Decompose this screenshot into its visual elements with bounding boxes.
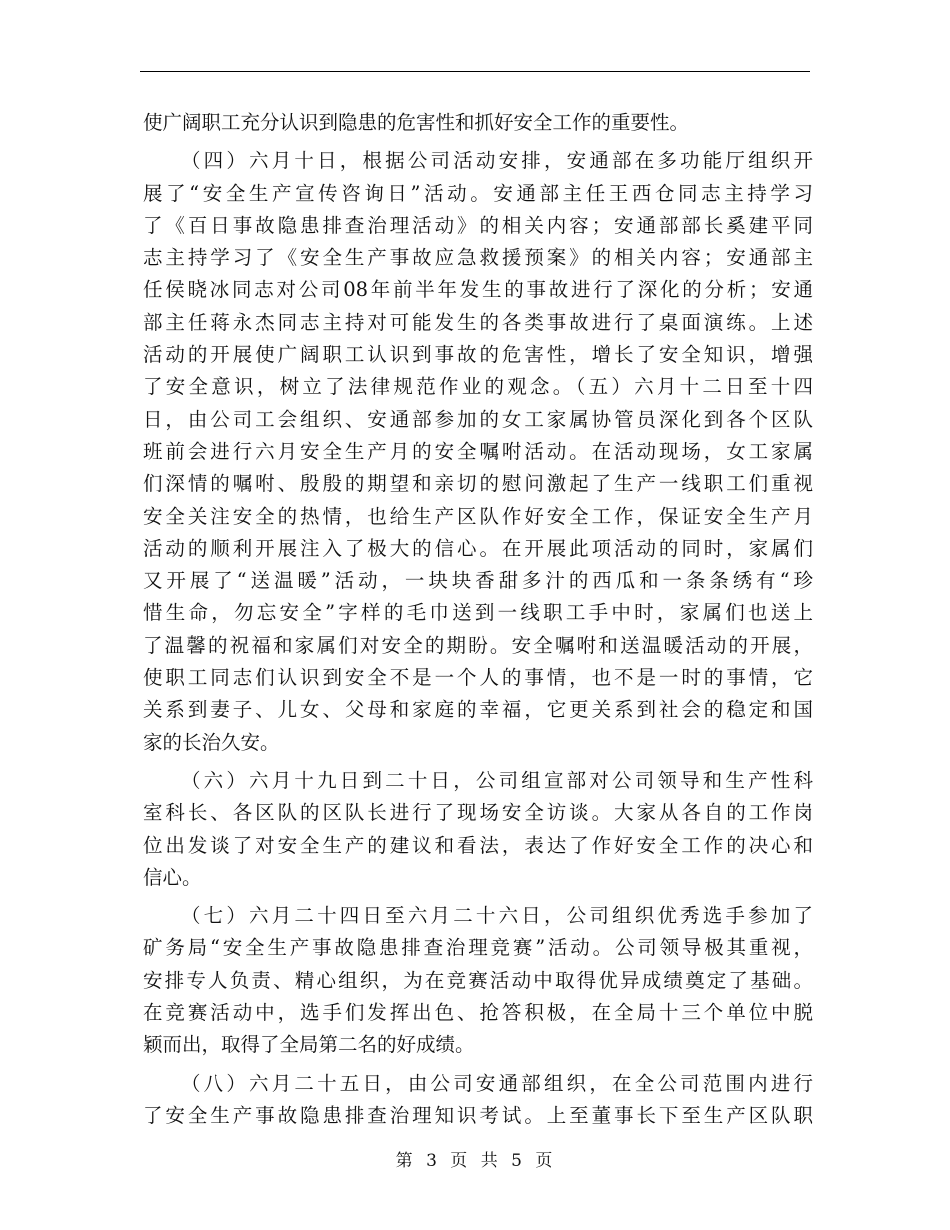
text-line: （四）六月十日，根据公司活动安排，安通部在多功能厅组织开 <box>181 149 813 173</box>
paragraph <box>143 1068 813 1133</box>
text-line: 室科长、各区队的区队长进行了现场安全访谈。大家从各自的工作岗 <box>143 801 813 825</box>
text-line: （八）六月二十五日，由公司安通部组织，在全公司范围内进行 <box>181 1071 813 1095</box>
text-line: 部主任蒋永杰同志主持对可能发生的各类事故进行了桌面演练。上述 <box>143 310 813 334</box>
text-line: 展了“安全生产宣传咨询日”活动。安通部主任王西仓同志主持学习 <box>143 181 813 205</box>
text-line: 活动的开展使广阔职工认识到事故的危害性，增长了安全知识，增强 <box>143 343 813 367</box>
page-number-footer: 第 3 页 共 5 页 <box>395 1151 555 1171</box>
text-line: 在竞赛活动中，选手们发挥出色、抢答积极，在全局十三个单位中脱 <box>143 1001 813 1025</box>
text-line: 班前会进行六月安全生产月的安全嘱咐活动。在活动现场，女工家属 <box>143 439 813 463</box>
paragraph <box>143 900 813 1061</box>
text-line: 关系到妻子、儿女、父母和家庭的幸福，它更关系到社会的稳定和国 <box>143 698 813 722</box>
text-line: 们深情的嘱咐、殷殷的期望和亲切的慰问激起了生产一线职工们重视 <box>143 472 813 496</box>
paragraph <box>143 765 813 894</box>
text-line: （六）六月十九日到二十日，公司组宣部对公司领导和生产性科 <box>181 768 813 792</box>
document-body <box>143 107 813 1132</box>
text-line: 了温馨的祝福和家属们对安全的期盼。安全嘱咐和送温暖活动的开展， <box>143 633 813 657</box>
header-rule <box>140 71 810 72</box>
text-line: 信心。 <box>143 865 202 889</box>
text-line: 了《百日事故隐患排查治理活动》的相关内容；安通部部长奚建平同 <box>143 213 813 237</box>
text-line: 家的长治久安。 <box>143 730 280 754</box>
text-line: 又开展了“送温暖”活动，一块块香甜多汁的西瓜和一条条绣有“珍 <box>143 569 813 593</box>
text-line: 使广阔职工充分认识到隐患的危害性和抓好安全工作的重要性。 <box>143 111 690 134</box>
text-line: 位出发谈了对安全生产的建议和看法，表达了作好安全工作的决心和 <box>143 833 813 857</box>
text-line: 颖而出，取得了全局第二名的好成绩。 <box>143 1033 475 1057</box>
text-line: 活动的顺利开展注入了极大的信心。在开展此项活动的同时，家属们 <box>143 536 813 560</box>
text-line: （七）六月二十四日至六月二十六日，公司组织优秀选手参加了 <box>181 904 813 928</box>
paragraph <box>143 107 813 139</box>
text-line: 矿务局“安全生产事故隐患排查治理竞赛”活动。公司领导极其重视， <box>143 936 813 960</box>
text-line: 志主持学习了《安全生产事故应急救援预案》的相关内容；安通部主 <box>143 246 813 270</box>
text-line: 日，由公司工会组织、安通部参加的女工家属协管员深化到各个区队 <box>143 407 813 431</box>
paragraph <box>143 145 813 759</box>
text-line: 安全关注安全的热情，也给生产区队作好安全工作，保证安全生产月 <box>143 504 813 528</box>
text-line: 惜生命，勿忘安全”字样的毛巾送到一线职工手中时，家属们也送上 <box>143 601 813 625</box>
text-line: 了安全意识，树立了法律规范作业的观念。（五）六月十二日至十四 <box>143 375 813 399</box>
text-line: 安排专人负责、精心组织，为在竞赛活动中取得优异成绩奠定了基础。 <box>143 968 813 992</box>
text-line: 了安全生产事故隐患排查治理知识考试。上至董事长下至生产区队职 <box>143 1103 813 1127</box>
text-line: 任侯晓冰同志对公司08年前半年发生的事故进行了深化的分析；安通 <box>143 278 813 302</box>
text-line: 使职工同志们认识到安全不是一个人的事情，也不是一时的事情，它 <box>143 666 813 690</box>
